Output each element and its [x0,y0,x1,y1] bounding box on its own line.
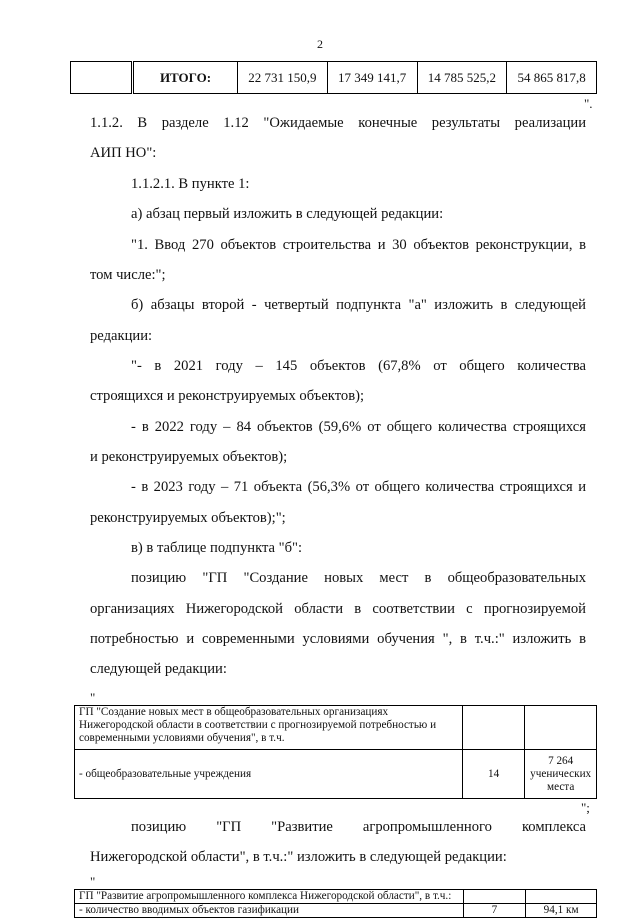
paragraph-line: Нижегородской области", в т.ч.:" изложить в следующей редакции: [90,849,507,865]
paragraph-line: том числе:"; [90,267,166,283]
open-quote-mark: " [90,874,96,889]
count-cell: 14 [462,750,524,799]
paragraph-line: АИП НО": [90,145,157,161]
paragraph-line: 1.1.2. В разделе 1.12 "Ожидаемые конечные результаты реализации [90,115,586,131]
paragraph-line: редакции: [90,328,153,344]
total-value-3: 14 785 525,2 [417,62,507,94]
paragraph-line: и реконструируемых объектов); [90,449,288,465]
page-number: 2 [317,37,323,51]
table-row [75,904,597,918]
paragraph-line: "1. Ввод 270 объектов строительства и 30 объектов реконструкции, в [131,237,586,253]
row-label-cell: - общеобразовательные учреждения [75,750,463,799]
total-value-1: 22 731 150,9 [238,62,328,94]
table-row [75,706,597,750]
table-row [75,890,597,904]
totals-table [70,61,597,94]
empty-cell [525,706,597,750]
empty-cell [462,706,524,750]
paragraph-line: строящихся и реконструируемых объектов); [90,388,364,404]
paragraph-line: реконструируемых объектов);"; [90,510,286,526]
agro-table [74,889,597,918]
count-cell: 7 [463,904,526,918]
totals-row [71,62,597,94]
total-value-4: 54 865 817,8 [507,62,597,94]
table-row [75,750,597,799]
position-title-cell: ГП "Создание новых мест в общеобразовательных организациях Нижегородской области в соответствии с прогнозируемой потребностью и современными условиями обучения", в т.ч. [75,706,463,750]
paragraph-line: "- в 2021 году – 145 объектов (67,8% от общего количества [131,358,586,374]
open-quote-mark: " [90,690,96,705]
paragraph-line: б) абзацы второй - четвертый подпункта "а" изложить в следующей [131,297,586,313]
education-table [74,705,597,799]
paragraph-line: следующей редакции: [90,661,227,677]
paragraph-line: а) абзац первый изложить в следующей редакции: [131,206,444,222]
close-quote-mark: "; [581,800,590,815]
paragraph-line: организациях Нижегородской области в соответствии с прогнозируемой [90,601,586,617]
paragraph-line: в) в таблице подпункта "б": [131,540,303,556]
empty-cell [526,890,597,904]
paragraph-line: позицию "ГП "Создание новых мест в общеобразовательных [131,570,586,586]
total-value-2: 17 349 141,7 [327,62,417,94]
position-title-cell: ГП "Развитие агропромышленного комплекса Нижегородской области", в т.ч.: [75,890,464,904]
totals-label: ИТОГО: [133,62,238,94]
empty-cell [463,890,526,904]
close-quote-mark: ". [584,96,593,111]
paragraph-line: позицию "ГП "Развитие агропромышленного комплекса [131,819,586,835]
value-cell: 7 264 ученических места [525,750,597,799]
row-label-cell: - количество вводимых объектов газификации [75,904,464,918]
value-cell: 94,1 км [526,904,597,918]
paragraph-line: 1.1.2.1. В пункте 1: [131,176,250,192]
paragraph-line: потребностью и современными условиями обучения ", в т.ч.:" изложить в [90,631,586,647]
paragraph-line: - в 2022 году – 84 объектов (59,6% от общего количества строящихся [131,419,586,435]
paragraph-line: - в 2023 году – 71 объекта (56,3% от общего количества строящихся и [131,479,586,495]
blank-cell [71,62,133,94]
